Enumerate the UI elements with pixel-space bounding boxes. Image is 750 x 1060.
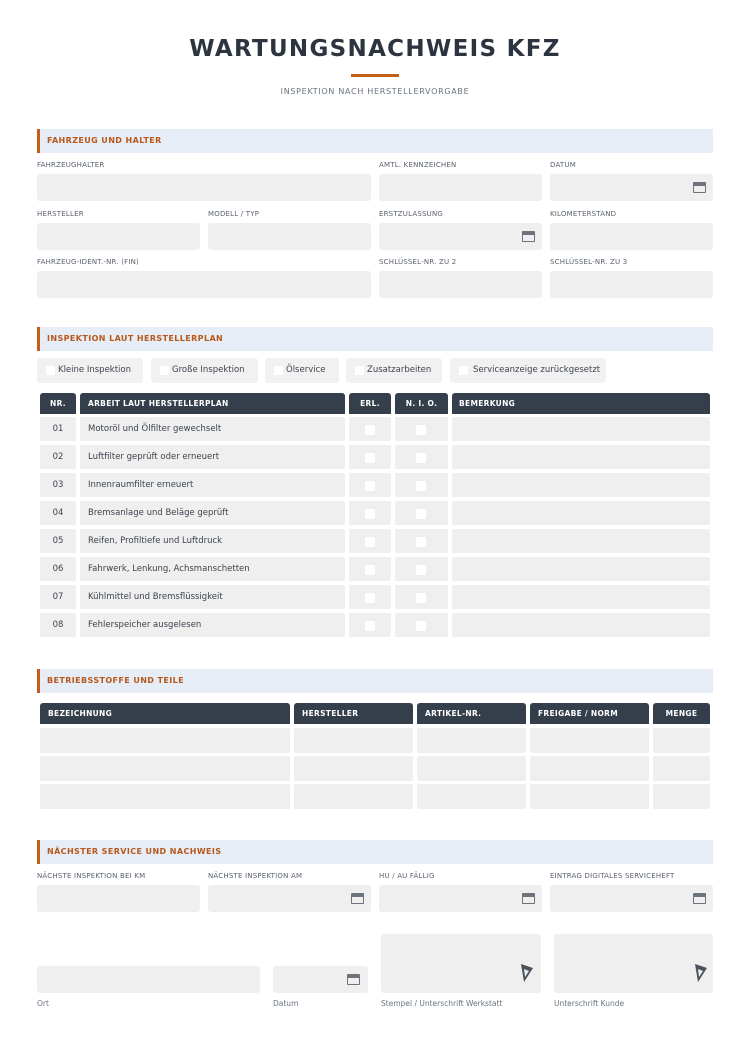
key3-field[interactable] [550,271,713,298]
signature-date-field[interactable] [273,966,368,993]
inspection-type-reset[interactable]: Serviceanzeige zurückgesetzt [450,358,606,383]
table-row [40,756,710,781]
qty-field[interactable] [653,728,710,753]
next-km-field[interactable] [37,885,200,912]
qty-field[interactable] [653,784,710,809]
col-name: BEZEICHNUNG [40,703,290,724]
key3-label: SCHLÜSSEL-NR. ZU 3 [550,258,628,266]
place-field[interactable] [37,966,260,993]
row-number: 02 [40,445,76,469]
hu-au-field[interactable] [379,885,542,912]
row-number: 05 [40,529,76,553]
pen-icon [694,963,708,983]
col-work: ARBEIT LAUT HERSTELLERPLAN [80,393,345,414]
row-number: 07 [40,585,76,609]
next-date-field[interactable] [208,885,371,912]
nio-cell[interactable] [395,557,448,581]
done-cell[interactable] [349,417,391,441]
row-number: 03 [40,473,76,497]
signature-date-caption: Datum [273,999,299,1008]
col-done: ERL. [349,393,391,414]
done-checkbox[interactable] [365,453,375,463]
row-task: Luftfilter geprüft oder erneuert [80,445,345,469]
norm-field[interactable] [530,784,649,809]
done-checkbox[interactable] [365,593,375,603]
workshop-signature-caption: Stempel / Unterschrift Werkstatt [381,999,503,1008]
nio-checkbox[interactable] [416,565,426,575]
done-checkbox[interactable] [365,537,375,547]
table-row [40,501,710,525]
section-next-service-heading: NÄCHSTER SERVICE UND NACHWEIS [37,840,713,864]
done-checkbox[interactable] [365,565,375,575]
col-norm: FREIGABE / NORM [530,703,649,724]
owner-field[interactable] [37,174,371,201]
col-nio: N. I. O. [395,393,448,414]
remark-field[interactable] [452,557,710,581]
first-registration-label: ERSTZULASSUNG [379,210,444,218]
calendar-icon[interactable] [693,893,706,904]
pen-icon [520,963,534,983]
remark-field[interactable] [452,585,710,609]
name-field[interactable] [40,784,290,809]
nio-checkbox[interactable] [416,621,426,631]
row-task: Kühlmittel und Bremsflüssigkeit [80,585,345,609]
done-cell[interactable] [349,473,391,497]
row-task: Bremsanlage und Beläge geprüft [80,501,345,525]
customer-signature-caption: Unterschrift Kunde [554,999,625,1008]
row-number: 06 [40,557,76,581]
nio-cell[interactable] [395,473,448,497]
next-date-label: NÄCHSTE INSPEKTION AM [208,872,303,880]
table-row [40,529,710,553]
key2-field[interactable] [379,271,542,298]
manufacturer-label: HERSTELLER [37,210,84,218]
mileage-label: KILOMETERSTAND [550,210,617,218]
table-row [40,728,710,753]
place-caption: Ort [37,999,49,1008]
article-field[interactable] [417,756,526,781]
table-row [40,613,710,637]
model-field[interactable] [208,223,371,250]
key2-label: SCHLÜSSEL-NR. ZU 2 [379,258,457,266]
table-row [40,445,710,469]
row-task: Fahrwerk, Lenkung, Achsmanschetten [80,557,345,581]
nio-checkbox[interactable] [416,593,426,603]
nio-checkbox[interactable] [416,509,426,519]
nio-cell[interactable] [395,417,448,441]
checkbox[interactable] [355,366,364,375]
page-title: WARTUNGSNACHWEIS KFZ [189,36,561,62]
date-label: DATUM [550,161,576,169]
row-number: 08 [40,613,76,637]
nio-cell[interactable] [395,445,448,469]
owner-label: FAHRZEUGHALTER [37,161,105,169]
model-label: MODELL / TYP [208,210,260,218]
maker-field[interactable] [294,728,413,753]
table-row [40,585,710,609]
table-row [40,473,710,497]
article-field[interactable] [417,784,526,809]
row-number: 01 [40,417,76,441]
hu-au-label: HU / AU FÄLLIG [379,872,435,880]
first-registration-field[interactable] [379,223,542,250]
maker-field[interactable] [294,756,413,781]
table-row [40,557,710,581]
inspection-type-small[interactable]: Kleine Inspektion [37,358,143,383]
col-nr: NR. [40,393,76,414]
remark-field[interactable] [452,473,710,497]
nio-checkbox[interactable] [416,481,426,491]
plate-label: AMTL. KENNZEICHEN [379,161,457,169]
done-cell[interactable] [349,445,391,469]
calendar-icon[interactable] [522,893,535,904]
vin-label: FAHRZEUG-IDENT.-NR. (FIN) [37,258,139,266]
norm-field[interactable] [530,728,649,753]
row-task: Motoröl und Ölfilter gewechselt [80,417,345,441]
calendar-icon[interactable] [522,231,535,242]
done-cell[interactable] [349,613,391,637]
section-inspection-heading: INSPEKTION LAUT HERSTELLERPLAN [37,327,713,351]
col-qty: MENGE [653,703,710,724]
table-row [40,417,710,441]
nio-cell[interactable] [395,613,448,637]
nio-checkbox[interactable] [416,537,426,547]
qty-field[interactable] [653,756,710,781]
col-remark: BEMERKUNG [452,393,710,414]
vin-field[interactable] [37,271,371,298]
inspection-type-extra[interactable]: Zusatzarbeiten [346,358,442,383]
page-subtitle: INSPEKTION NACH HERSTELLERVORGABE [280,87,470,96]
name-field[interactable] [40,756,290,781]
col-article: ARTIKEL-NR. [417,703,526,724]
col-maker: HERSTELLER [294,703,413,724]
calendar-icon[interactable] [351,893,364,904]
digital-label: EINTRAG DIGITALES SERVICEHEFT [550,872,675,880]
done-checkbox[interactable] [365,481,375,491]
article-field[interactable] [417,728,526,753]
row-task: Fehlerspeicher ausgelesen [80,613,345,637]
done-cell[interactable] [349,501,391,525]
remark-field[interactable] [452,613,710,637]
remark-field[interactable] [452,445,710,469]
done-checkbox[interactable] [365,509,375,519]
maker-field[interactable] [294,784,413,809]
plate-field[interactable] [379,174,542,201]
done-cell[interactable] [349,585,391,609]
checkbox[interactable] [459,366,468,375]
next-km-label: NÄCHSTE INSPEKTION BEI KM [37,872,146,880]
done-checkbox[interactable] [365,621,375,631]
nio-checkbox[interactable] [416,425,426,435]
nio-cell[interactable] [395,529,448,553]
nio-checkbox[interactable] [416,453,426,463]
calendar-icon[interactable] [693,182,706,193]
done-cell[interactable] [349,557,391,581]
nio-cell[interactable] [395,585,448,609]
date-field[interactable] [550,174,713,201]
remark-field[interactable] [452,501,710,525]
remark-field[interactable] [452,417,710,441]
row-task: Innenraumfilter erneuert [80,473,345,497]
customer-signature-field[interactable] [554,934,713,993]
workshop-signature-field[interactable] [381,934,541,993]
row-task: Reifen, Profiltiefe und Luftdruck [80,529,345,553]
name-field[interactable] [40,728,290,753]
section-materials-heading: BETRIEBSSTOFFE UND TEILE [37,669,713,693]
row-number: 04 [40,501,76,525]
table-row [40,784,710,809]
mileage-field[interactable] [550,223,713,250]
checkbox[interactable] [46,366,55,375]
nio-cell[interactable] [395,501,448,525]
done-checkbox[interactable] [365,425,375,435]
inspection-type-large[interactable]: Große Inspektion [151,358,258,383]
norm-field[interactable] [530,756,649,781]
inspection-type-oil[interactable]: Ölservice [265,358,339,383]
remark-field[interactable] [452,529,710,553]
calendar-icon[interactable] [347,974,360,985]
checkbox[interactable] [274,366,283,375]
title-rule [351,74,399,77]
checkbox[interactable] [160,366,169,375]
digital-field[interactable] [550,885,713,912]
manufacturer-field[interactable] [37,223,200,250]
done-cell[interactable] [349,529,391,553]
section-vehicle-heading: FAHRZEUG UND HALTER [37,129,713,153]
